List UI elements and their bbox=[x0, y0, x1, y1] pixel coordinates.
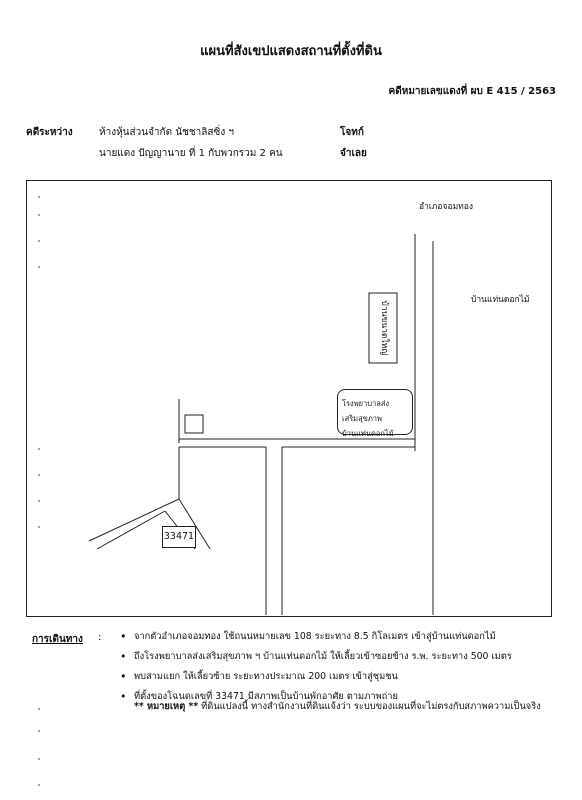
note-text: ที่ดินแปลงนี้ ทางสำนักงานที่ดินแจ้งว่า ระบบของแผนที่จะไม่ตรงกับสภาพความเป็นจริง bbox=[198, 701, 541, 712]
direction-item: • ที่ตั้งของโฉนดเลขที่ 33471 มีสภาพเป็นบ้านพักอาศัย ตามภาพถ่าย bbox=[120, 687, 560, 707]
defendant-label: จำเลย bbox=[340, 148, 367, 159]
plaintiff-label: โจทก์ bbox=[340, 127, 364, 138]
district-label: อำเภอจอมทอง bbox=[419, 202, 474, 212]
defendant-name: นายแดง ปัญญานาย ที่ 1 กับพวกรวม 2 คน bbox=[99, 148, 283, 159]
note bbox=[134, 699, 541, 714]
margin-dot bbox=[38, 730, 40, 732]
small-square-landmark bbox=[185, 415, 203, 433]
document-title: แผนที่สังเขปแสดงสถานที่ตั้งที่ดิน bbox=[200, 44, 382, 59]
case-number: คดีหมายเลขแดงที่ ผบ E 415 / 2563 bbox=[388, 86, 556, 97]
direction-item: • จากตัวอำเภอจอมทอง ใช้ถนนหมายเลข 108 ระยะทาง 8.5 กิโลเมตร เข้าสู่บ้านแท่นดอกไม้ bbox=[120, 627, 560, 647]
directions-colon: : bbox=[98, 632, 102, 643]
margin-dot bbox=[38, 784, 40, 786]
directions-list bbox=[120, 627, 560, 707]
road-lines bbox=[27, 181, 551, 616]
directions-heading: การเดินทาง bbox=[32, 634, 83, 645]
direction-item: • ถึงโรงพยาบาลส่งเสริมสุขภาพ ฯ บ้านแท่นดอกไม้ ให้เลี้ยวเข้าซอยข้าง ร.พ. ระยะทาง 500 เมตร bbox=[120, 647, 560, 667]
hospital-line1: โรงพยาบาลส่งเสริมสุขภาพ bbox=[342, 399, 390, 423]
hospital-box bbox=[337, 389, 413, 438]
direction-item: • พบสามแยก ให้เลี้ยวซ้าย ระยะทางประมาณ 200 เมตร เข้าสู่ชุมชน bbox=[120, 667, 560, 687]
note-prefix: ** หมายเหตุ ** bbox=[134, 701, 199, 712]
plaintiff-name: ห้างหุ้นส่วนจำกัด นัชชาลิสซิ่ง ฯ bbox=[99, 127, 234, 138]
building-label: บ้านขนาดใหญ่ bbox=[379, 300, 389, 356]
curve-road-lower bbox=[97, 511, 165, 549]
margin-dot bbox=[38, 708, 40, 710]
between-label: คดีระหว่าง bbox=[26, 127, 73, 138]
village-label: บ้านแท่นดอกไม้ bbox=[471, 295, 530, 305]
sketch-map bbox=[26, 180, 552, 617]
margin-dot bbox=[38, 758, 40, 760]
hospital-line2: บ้านแท่นดอกไม้ bbox=[342, 429, 394, 438]
plot-number-box: 33471 bbox=[162, 526, 196, 548]
